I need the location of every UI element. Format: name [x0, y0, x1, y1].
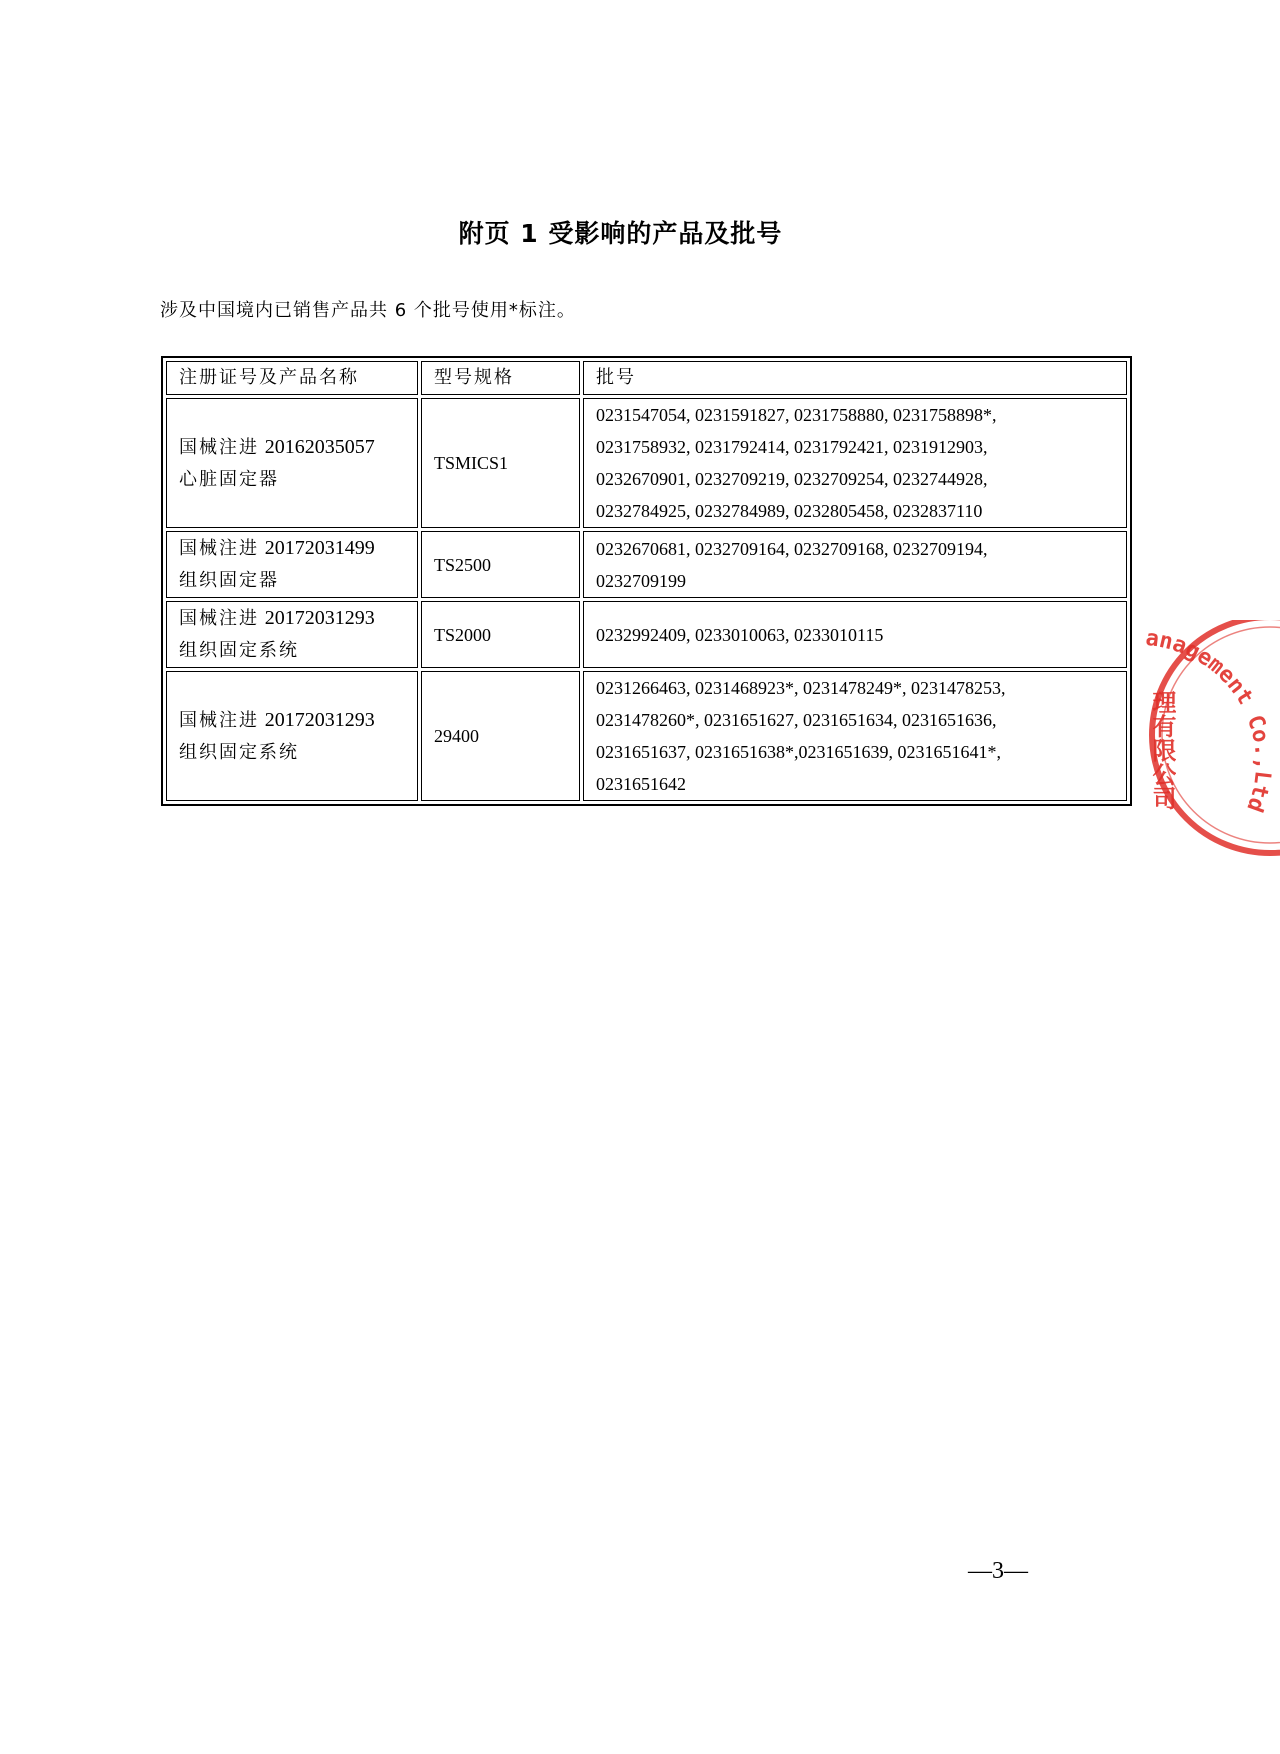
page-title: 附页 1 受影响的产品及批号	[458, 219, 783, 248]
lot-cell	[583, 601, 1127, 668]
lot-cell	[583, 398, 1127, 528]
lot-line: 0232992409, 0233010063, 0233010115	[596, 624, 884, 645]
product-name: 心脏固定器	[179, 468, 279, 490]
registration-cell	[166, 671, 418, 801]
lot-cell	[583, 531, 1127, 598]
registration-cell	[166, 398, 418, 528]
reg-prefix: 国械注进	[179, 709, 259, 731]
table-row	[166, 671, 1127, 801]
reg-number: 20162035057	[264, 435, 375, 458]
lot-line: 0232709199	[596, 570, 686, 591]
table-row	[166, 531, 1127, 598]
reg-prefix: 国械注进	[179, 608, 259, 629]
table-header-row	[166, 361, 1127, 395]
lot-line: 0232670681, 0232709164, 0232709168, 0232709194,	[596, 538, 988, 559]
reg-prefix: 国械注进	[179, 436, 259, 458]
lot-line: 0231758932, 0231792414, 0231792421, 0231912903,	[596, 437, 988, 457]
model-cell: TS2500	[421, 531, 580, 598]
registration-cell	[166, 601, 418, 668]
table-row	[166, 601, 1127, 668]
header-model: 型号规格	[421, 361, 580, 395]
reg-number: 20172031293	[264, 607, 375, 629]
reg-prefix: 国械注进	[179, 538, 259, 559]
lot-cell	[583, 671, 1127, 801]
model-cell: TSMICS1	[421, 398, 580, 528]
affected-products-table	[161, 356, 1132, 806]
lot-line: 0231651637, 0231651638*,0231651639, 0231651641*,	[596, 742, 1001, 762]
header-registration: 注册证号及产品名称	[166, 361, 418, 395]
lot-line: 0231266463, 0231468923*, 0231478249*, 0231478253,	[596, 678, 1006, 698]
product-name: 组织固定器	[179, 570, 279, 591]
product-name: 组织固定系统	[179, 741, 299, 763]
lot-line: 0232670901, 0232709219, 0232709254, 0232744928,	[596, 469, 988, 489]
reg-number: 20172031293	[264, 708, 375, 731]
page-number: —3—	[968, 1558, 1028, 1584]
model-cell: TS2000	[421, 601, 580, 668]
company-seal-stamp	[1140, 620, 1280, 880]
model-cell: 29400	[421, 671, 580, 801]
reg-number: 20172031499	[264, 537, 375, 559]
lot-line: 0231547054, 0231591827, 0231758880, 0231758898*,	[596, 405, 997, 425]
lot-line: 0232784925, 0232784989, 0232805458, 0232837110	[596, 501, 983, 521]
product-name: 组织固定系统	[179, 640, 299, 661]
lot-line: 0231478260*, 0231651627, 0231651634, 0231651636,	[596, 710, 997, 730]
header-lot-number: 批号	[583, 361, 1127, 395]
lot-line: 0231651642	[596, 774, 686, 794]
seal-text-cn: 理有限公司	[1148, 690, 1176, 810]
table-row	[166, 398, 1127, 528]
seal-text-en: anagement Co.,Ltd	[1144, 625, 1276, 816]
registration-cell	[166, 531, 418, 598]
intro-text: 涉及中国境内已销售产品共 6 个批号使用*标注。	[160, 300, 576, 321]
